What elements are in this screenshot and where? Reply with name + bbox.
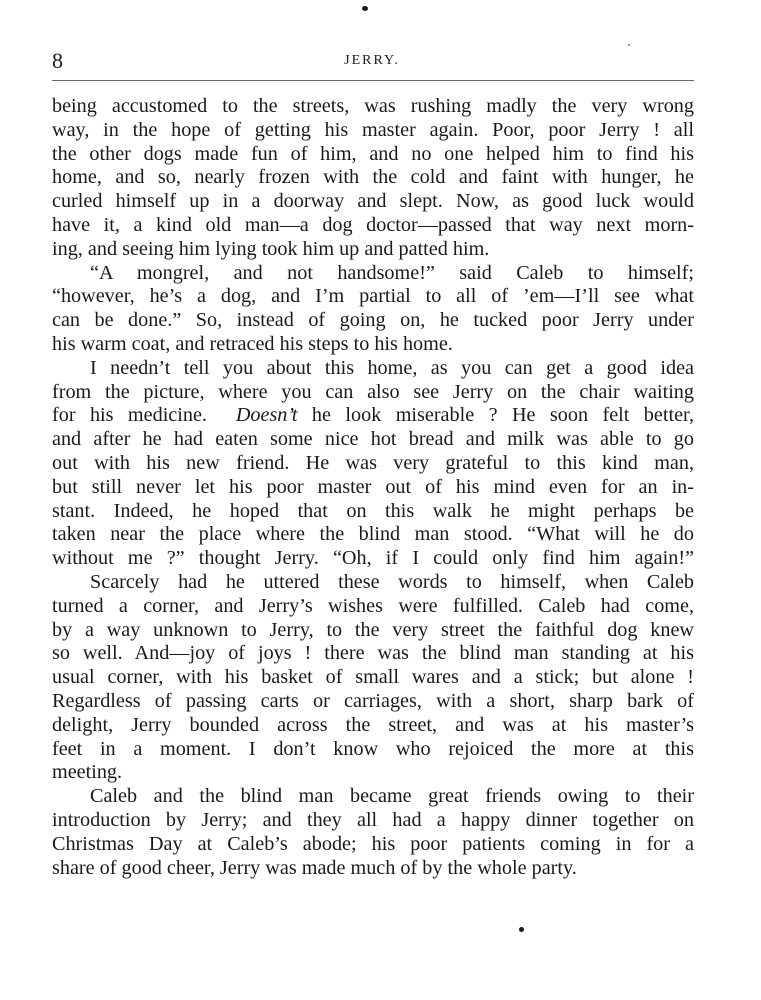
text-line: the other dogs made fun of him, and no one helped him to find his xyxy=(52,142,694,165)
page-number: 8 xyxy=(52,48,63,73)
text-line: introduction by Jerry; and they all had a happy dinner together on xyxy=(52,808,694,831)
paragraph xyxy=(52,262,694,357)
text-line: so well. And—joy of joys ! there was the blind man standing at his xyxy=(52,642,694,665)
text-line: out with his new friend. He was very grateful to this kind man, xyxy=(52,451,694,474)
text-line: but still never let his poor master out of his mind even for an in- xyxy=(52,475,694,498)
text-line: feet in a moment. I don’t know who rejoiced the more at this xyxy=(52,737,694,760)
text-line: meeting. xyxy=(52,761,123,784)
text-run: for his medicine. xyxy=(52,404,207,427)
text-line: turned a corner, and Jerry’s wishes were fulfilled. Caleb had come, xyxy=(52,594,694,617)
ink-speck xyxy=(362,6,368,11)
text-line: way, in the hope of getting his master again. Poor, poor Jerry ! all xyxy=(52,118,694,141)
text-line: ing, and seeing him lying took him up and patted him. xyxy=(52,237,490,260)
text-line: taken near the place where the blind man stood. “What will he do xyxy=(52,523,694,546)
running-head: JERRY. xyxy=(344,53,400,68)
text-line: stant. Indeed, he hoped that on this walk he might perhaps be xyxy=(52,499,694,522)
paragraph xyxy=(52,357,694,571)
ink-speck xyxy=(628,44,630,46)
text-line: delight, Jerry bounded across the street, and was at his master’s xyxy=(52,713,694,736)
text-line: without me ?” thought Jerry. “Oh, if I could only find him again!” xyxy=(52,547,694,570)
text-line: and after he had eaten some nice hot bread and milk was able to go xyxy=(52,428,694,451)
text-line: Scarcely had he uttered these words to himself, when Caleb xyxy=(90,570,694,593)
body-text xyxy=(52,95,694,880)
text-line: I needn’t tell you about this home, as you can get a good idea xyxy=(90,356,694,379)
italic-word: Doesn’t xyxy=(235,404,298,427)
text-line xyxy=(52,404,694,428)
paragraph xyxy=(52,785,694,880)
ink-speck xyxy=(519,927,524,932)
page-header xyxy=(52,49,692,79)
paragraph xyxy=(52,571,694,785)
text-line: home, and so, nearly frozen with the cold and faint with hunger, he xyxy=(52,166,694,189)
text-line: share of good cheer, Jerry was made much of by the whole party. xyxy=(52,856,577,879)
text-line: from the picture, where you can also see Jerry on the chair waiting xyxy=(52,380,694,403)
text-line: can be done.” So, instead of going on, he tucked poor Jerry under xyxy=(52,309,694,332)
text-line: Regardless of passing carts or carriages, with a short, sharp bark of xyxy=(52,689,694,712)
text-line: by a way unknown to Jerry, to the very street the faithful dog knew xyxy=(52,618,694,641)
paragraph xyxy=(52,95,694,262)
text-line: Caleb and the blind man became great friends owing to their xyxy=(90,785,694,808)
text-line: have it, a kind old man—a dog doctor—passed that way next morn- xyxy=(52,213,694,236)
text-run: he look miserable ? He soon felt better, xyxy=(311,404,694,427)
text-line: usual corner, with his basket of small wares and a stick; but alone ! xyxy=(52,666,694,689)
text-line: Christmas Day at Caleb’s abode; his poor patients coming in for a xyxy=(52,832,694,855)
text-line: “A mongrel, and not handsome!” said Caleb to himself; xyxy=(90,261,694,284)
text-line: curled himself up in a doorway and slept. Now, as good luck would xyxy=(52,190,694,213)
text-line: “however, he’s a dog, and I’m partial to all of ’em—I’ll see what xyxy=(52,285,694,308)
text-line: his warm coat, and retraced his steps to his home. xyxy=(52,332,453,355)
header-rule xyxy=(52,80,694,81)
text-line: being accustomed to the streets, was rushing madly the very wrong xyxy=(52,95,694,117)
